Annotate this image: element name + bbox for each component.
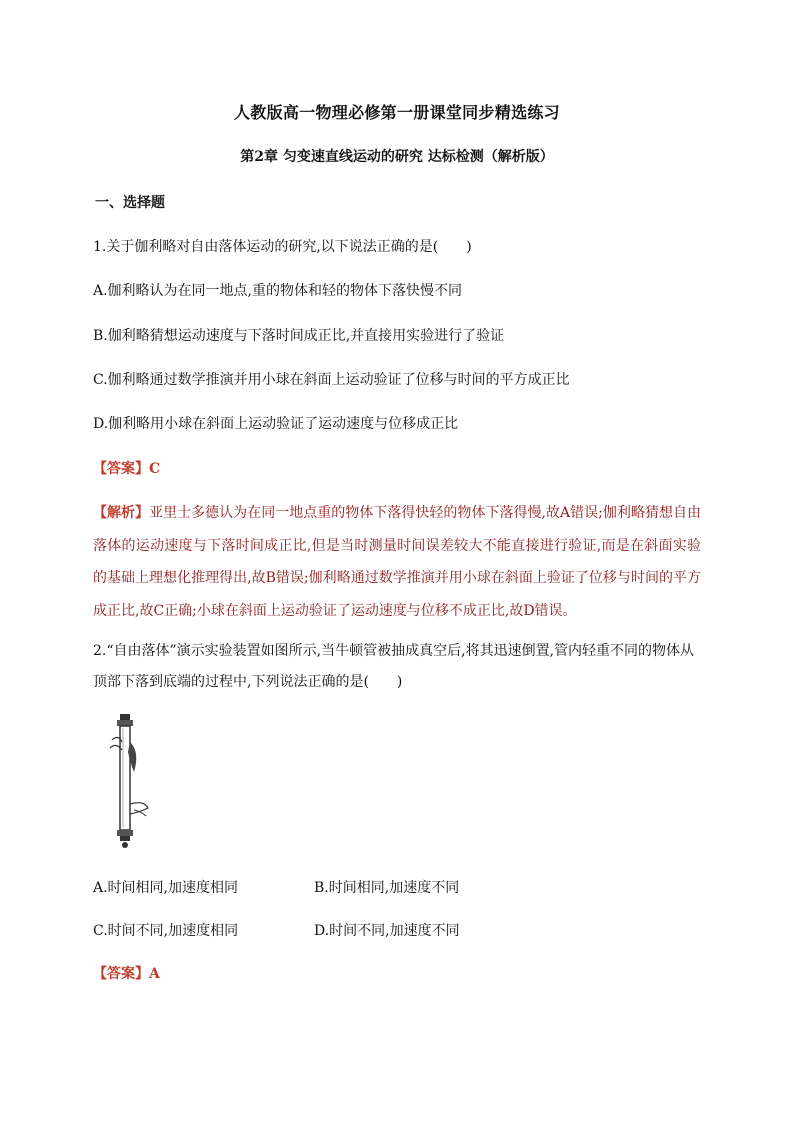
answer-tag: 【答案】 bbox=[93, 966, 149, 982]
answer-value: C bbox=[149, 461, 161, 477]
question-2-stem: 2.“自由落体”演示实验装置如图所示,当牛顿管被抽成真空后,将其迅速倒置,管内轻重不同的物体从顶部下落到底端的过程中,下列说法正确的是( ) bbox=[93, 643, 695, 690]
analysis-tag: 【解析】 bbox=[93, 505, 150, 521]
question-1-option-a: A.伽利略认为在同一地点,重的物体和轻的物体下落快慢不同 bbox=[93, 283, 463, 299]
question-2-option-a: A.时间相同,加速度相同 bbox=[93, 880, 239, 896]
question-1-answer bbox=[93, 458, 160, 478]
page-title: 人教版高一物理必修第一册课堂同步精选练习 bbox=[233, 103, 560, 122]
question-1-option-c: C.伽利略通过数学推演并用小球在斜面上运动验证了位移与时间的平方成正比 bbox=[93, 372, 570, 388]
answer-value: A bbox=[149, 966, 160, 982]
question-1-analysis bbox=[93, 497, 701, 627]
section-heading: 一、选择题 bbox=[95, 195, 165, 211]
question-1-option-b: B.伽利略猜想运动速度与下落时间成正比,并直接用实验进行了验证 bbox=[93, 328, 505, 344]
question-1-stem: 1.关于伽利略对自由落体运动的研究,以下说法正确的是( ) bbox=[93, 239, 472, 255]
question-2-option-c: C.时间不同,加速度相同 bbox=[93, 923, 239, 939]
question-2-answer bbox=[93, 963, 160, 983]
question-2-option-b: B.时间相同,加速度不同 bbox=[314, 880, 460, 896]
answer-tag: 【答案】 bbox=[93, 461, 149, 477]
analysis-text: 亚里士多德认为在同一地点重的物体下落得快轻的物体下落得慢,故A错误;伽利略猜想自由落体的运动速度与下落时间成正比,但是当时测量时间误差较大不能直接进行验证,而是在斜面实验的基础上理想化推理得出,故B错误;伽利略通过数学推演并用小球在斜面上验证了位移与时间的平方成正比,故C正确;小球在斜面上运动验证了运动速度与位移不成正比,故D错误。 bbox=[93, 505, 702, 619]
question-2-option-d: D.时间不同,加速度不同 bbox=[314, 923, 460, 939]
newton-tube-illustration bbox=[100, 712, 160, 852]
newton-tube-figure bbox=[100, 712, 160, 852]
question-1-option-d: D.伽利略用小球在斜面上运动验证了运动速度与位移成正比 bbox=[93, 416, 459, 432]
page-subtitle: 第2章 匀变速直线运动的研究 达标检测（解析版） bbox=[240, 149, 554, 165]
